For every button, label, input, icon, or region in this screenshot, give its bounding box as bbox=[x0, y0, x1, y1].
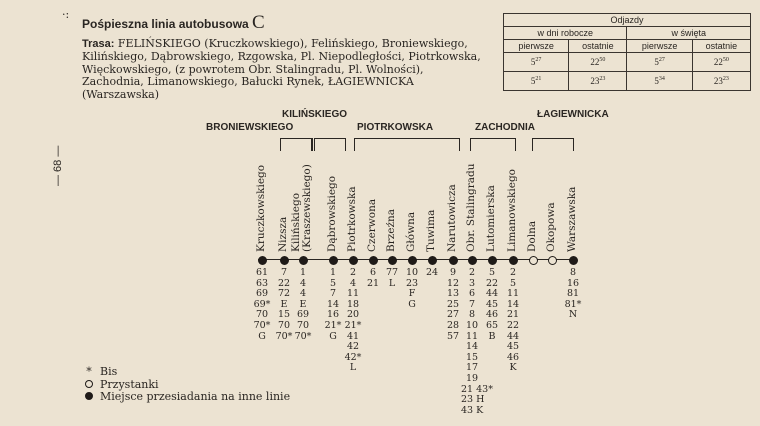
connecting-line: 45 bbox=[485, 298, 499, 310]
connecting-line: 72 bbox=[277, 288, 291, 300]
zone-kilinskiego: KILIŃSKIEGO bbox=[282, 109, 348, 120]
legend-transfer bbox=[84, 391, 290, 404]
stop-name: Dolna bbox=[526, 220, 538, 252]
stop-name: Tuwima bbox=[425, 209, 437, 252]
connecting-line: 19 bbox=[465, 372, 479, 384]
connecting-line: 21* bbox=[324, 319, 342, 331]
connecting-line: 41 bbox=[346, 330, 360, 342]
connecting-line: 65 bbox=[485, 319, 499, 331]
connecting-line: 10 bbox=[405, 267, 419, 278]
connecting-line: 61 bbox=[255, 267, 269, 278]
zone-zachodnia: ZACHODNIA bbox=[475, 122, 535, 133]
connecting-line: 70 bbox=[296, 319, 310, 331]
stop-name: Limanowskiego bbox=[506, 169, 518, 252]
connecting-line: 70* bbox=[294, 330, 312, 342]
connecting-line: 22 bbox=[277, 277, 291, 289]
stop-lines bbox=[502, 268, 524, 374]
connecting-line: 18 bbox=[346, 298, 360, 310]
connecting-line: 77 bbox=[385, 267, 399, 278]
departure-time: $5^{21}$ bbox=[504, 72, 569, 91]
connecting-line: 81* bbox=[564, 298, 582, 310]
zone-lagiewnicka: ŁAGIEWNICKA bbox=[537, 109, 609, 120]
connecting-line: 27 bbox=[446, 309, 460, 321]
connecting-line: L bbox=[388, 277, 396, 289]
stop-name: Nizsza bbox=[277, 216, 289, 252]
connecting-line: 42 bbox=[346, 341, 360, 353]
connecting-line: 70 bbox=[277, 319, 291, 331]
zone-broniewskiego: BRONIEWSKIEGO bbox=[206, 122, 294, 133]
connecting-line: 25 bbox=[446, 298, 460, 310]
connecting-line: 3 bbox=[468, 277, 476, 289]
stop-lines bbox=[562, 268, 584, 321]
bracket-zachodnia bbox=[470, 138, 516, 151]
transfer-marker bbox=[369, 256, 378, 265]
stop-lines bbox=[322, 268, 344, 342]
connecting-line: B bbox=[488, 330, 496, 342]
transfer-marker bbox=[280, 256, 289, 265]
legend-transfer-label: Miejsce przesiadania na inne linie bbox=[100, 390, 291, 404]
stop-name: Obr. Stalingradu bbox=[465, 163, 477, 252]
connecting-line: 44 bbox=[485, 288, 499, 300]
connecting-line: 16 bbox=[566, 277, 580, 289]
stop-lines bbox=[401, 268, 423, 310]
zone-piotrkowska: PIOTRKOWSKA bbox=[357, 122, 434, 133]
connecting-line: 69 bbox=[255, 288, 269, 300]
connecting-line: 4 bbox=[349, 277, 357, 289]
connecting-line: 46 bbox=[485, 309, 499, 321]
connecting-line: 69 bbox=[296, 309, 310, 321]
stop-name: Brzeźna bbox=[385, 208, 397, 252]
connecting-line: 24 bbox=[425, 267, 439, 278]
departures-subhead: ostatnie bbox=[569, 40, 627, 53]
connecting-line: 70* bbox=[275, 330, 293, 342]
connecting-line: L bbox=[349, 362, 357, 374]
connecting-line: G bbox=[258, 330, 266, 342]
connecting-line: 63 bbox=[255, 277, 269, 289]
departures-subhead: ostatnie bbox=[692, 40, 750, 53]
legend-bis-label: Bis bbox=[100, 365, 118, 378]
connecting-line: 13 bbox=[446, 288, 460, 300]
connecting-line: 70* bbox=[253, 319, 271, 331]
stop-lines bbox=[381, 268, 403, 289]
stop-marker bbox=[548, 256, 557, 265]
connecting-line: 42* bbox=[344, 351, 362, 363]
connecting-line: 10 bbox=[465, 319, 479, 331]
transfer-marker bbox=[299, 256, 308, 265]
connecting-line: K bbox=[509, 362, 517, 374]
legend bbox=[84, 366, 290, 404]
transfer-marker bbox=[258, 256, 267, 265]
stop-name: Główna bbox=[405, 211, 417, 252]
page-number: — 68 — bbox=[52, 145, 64, 186]
departure-time: $22^{50}$ bbox=[692, 53, 750, 72]
departure-time: $22^{50}$ bbox=[569, 53, 627, 72]
departures-title: Odjazdy bbox=[504, 14, 751, 27]
connecting-line: 7 bbox=[468, 298, 476, 310]
connecting-line: 8 bbox=[569, 267, 577, 278]
connecting-line: 6 bbox=[468, 288, 476, 300]
connecting-line: 1 bbox=[329, 267, 337, 278]
stop-lines bbox=[342, 268, 364, 374]
connecting-line: 12 bbox=[446, 277, 460, 289]
stop-lines bbox=[251, 268, 273, 342]
connecting-line: 23 H bbox=[461, 394, 485, 406]
stop-lines bbox=[421, 268, 443, 279]
connecting-line: 2 bbox=[468, 267, 476, 278]
corner-mark: ·: bbox=[62, 8, 70, 21]
transfer-marker bbox=[488, 256, 497, 265]
stop-name: Dąbrowskiego bbox=[326, 175, 338, 252]
connecting-line: G bbox=[408, 298, 416, 310]
stop-name: Okopowa bbox=[545, 202, 557, 252]
stop-name: Piotrkowska bbox=[346, 186, 358, 252]
departure-time: $23^{23}$ bbox=[692, 72, 750, 91]
connecting-line: 4 bbox=[299, 277, 307, 289]
connecting-line: 5 bbox=[329, 277, 337, 289]
transfer-marker bbox=[388, 256, 397, 265]
connecting-line: 81 bbox=[566, 288, 580, 300]
connecting-line: 5 bbox=[509, 277, 517, 289]
connecting-line: 9 bbox=[449, 267, 457, 278]
line-letter: C bbox=[252, 12, 265, 33]
route-description bbox=[82, 38, 482, 102]
stop-name: Narutowicza bbox=[446, 184, 458, 252]
connecting-line: 4 bbox=[299, 288, 307, 300]
transfer-marker bbox=[509, 256, 518, 265]
connecting-line: 11 bbox=[465, 330, 479, 342]
connecting-line: G bbox=[329, 330, 337, 342]
stop-name: Kilińskiego (Kraszewskiego) bbox=[290, 164, 313, 252]
connecting-line: 11 bbox=[506, 288, 520, 300]
stop-name: Kruczkowskiego bbox=[255, 164, 267, 252]
transfer-marker bbox=[468, 256, 477, 265]
transfer-marker bbox=[428, 256, 437, 265]
connecting-line: 22 bbox=[485, 277, 499, 289]
departure-time: $5^{27}$ bbox=[504, 53, 569, 72]
asterisk-icon: * bbox=[86, 365, 92, 378]
connecting-line: 15 bbox=[277, 309, 291, 321]
line-title bbox=[82, 12, 265, 34]
connecting-line: 45 bbox=[506, 341, 520, 353]
bracket-kilinskiego bbox=[296, 138, 313, 151]
departures-subhead: pierwsze bbox=[504, 40, 569, 53]
connecting-line: 21* bbox=[344, 319, 362, 331]
connecting-line: 7 bbox=[329, 288, 337, 300]
connecting-line: 11 bbox=[346, 288, 360, 300]
connecting-line: 7 bbox=[280, 267, 288, 278]
departures-group-holidays: w święta bbox=[627, 27, 751, 40]
connecting-line: 2 bbox=[509, 267, 517, 278]
route-label: Trasa: bbox=[82, 38, 115, 50]
connecting-line: 14 bbox=[506, 298, 520, 310]
stop-name: Czerwona bbox=[366, 198, 378, 252]
connecting-line: 28 bbox=[446, 319, 460, 331]
departures-subhead: pierwsze bbox=[627, 40, 692, 53]
connecting-line: 14 bbox=[326, 298, 340, 310]
connecting-line: 8 bbox=[468, 309, 476, 321]
line-title-text: Pośpieszna linia autobusowa bbox=[82, 17, 249, 31]
connecting-line: 20 bbox=[346, 309, 360, 321]
open-circle-icon bbox=[85, 380, 93, 388]
connecting-line: 21 bbox=[506, 309, 520, 321]
filled-circle-icon bbox=[85, 392, 93, 400]
connecting-line: E bbox=[280, 298, 288, 310]
connecting-line: 2 bbox=[349, 267, 357, 278]
connecting-line: 22 bbox=[506, 319, 520, 331]
legend-bis bbox=[84, 366, 290, 379]
connecting-line: 16 bbox=[326, 309, 340, 321]
connecting-line: 23 bbox=[405, 277, 419, 289]
departure-time: $5^{27}$ bbox=[627, 53, 692, 72]
transfer-marker bbox=[569, 256, 578, 265]
connecting-line: 46 bbox=[506, 351, 520, 363]
connecting-line: 69* bbox=[253, 298, 271, 310]
connecting-line: 6 bbox=[369, 267, 377, 278]
connecting-line: 21 43* bbox=[461, 383, 493, 395]
connecting-line: 14 bbox=[465, 341, 479, 353]
connecting-line: F bbox=[408, 288, 416, 300]
transfer-marker bbox=[408, 256, 417, 265]
bracket-lagiewnicka bbox=[532, 138, 574, 151]
connecting-line: 17 bbox=[465, 362, 479, 374]
connecting-line: 43 K bbox=[461, 404, 484, 416]
legend-stop-label: Przystanki bbox=[100, 377, 159, 391]
connecting-line: 15 bbox=[465, 351, 479, 363]
stop-lines bbox=[481, 268, 503, 342]
departures-group-workdays: w dni robocze bbox=[504, 27, 627, 40]
departure-time: $23^{23}$ bbox=[569, 72, 627, 91]
stop-name: Lutomierska bbox=[485, 185, 497, 252]
stop-lines bbox=[292, 268, 314, 342]
connecting-line: 44 bbox=[506, 330, 520, 342]
transfer-marker bbox=[349, 256, 358, 265]
bracket-piotrkowska bbox=[354, 138, 460, 151]
route-text: FELIŃSKIEGO (Kruczkowskiego), Felińskiego, Broniewskiego, Kilińskiego, Dąbrowskiego, Rzgowska, Pl. Niepodległości, Piotrkowska, Więckowskiego, (z powrotem Obr. Stalingradu, Pl. Wolności), Zachodnia, Limanowskiego, Bałucki Rynek, ŁAGIEWNICKA (Warszawska) bbox=[82, 37, 481, 102]
stop-name: Warszawska bbox=[566, 186, 578, 252]
transfer-marker bbox=[449, 256, 458, 265]
connecting-line: 5 bbox=[488, 267, 496, 278]
departures-table bbox=[503, 13, 751, 91]
departure-time: $5^{34}$ bbox=[627, 72, 692, 91]
transfer-marker bbox=[329, 256, 338, 265]
connecting-line: N bbox=[568, 309, 578, 321]
bracket-dabrowskiego bbox=[314, 138, 346, 151]
stop-marker bbox=[529, 256, 538, 265]
connecting-line: 1 bbox=[299, 267, 307, 278]
connecting-line: 70 bbox=[255, 309, 269, 321]
connecting-line: 21 bbox=[366, 277, 380, 289]
connecting-line: 57 bbox=[446, 330, 460, 342]
connecting-line: E bbox=[299, 298, 307, 310]
